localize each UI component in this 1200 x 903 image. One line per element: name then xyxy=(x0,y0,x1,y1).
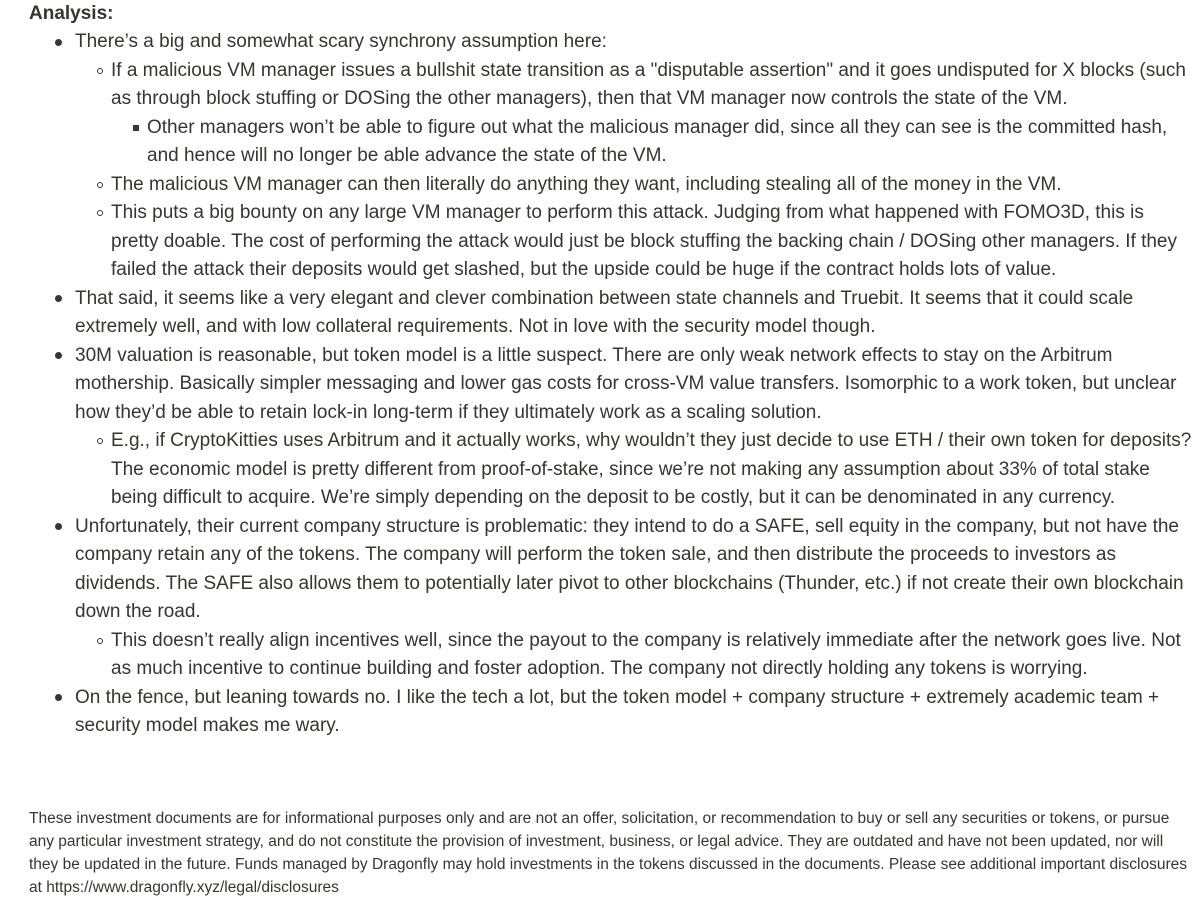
hollow-bullet-icon xyxy=(93,427,107,456)
sub-list xyxy=(75,627,1194,684)
list-item xyxy=(29,513,1194,684)
section-heading: Analysis: xyxy=(29,3,114,24)
list-item xyxy=(75,627,1194,684)
list-item-text: The malicious VM manager can then literally do anything they want, including stealing all of the money in the VM. xyxy=(111,173,1062,195)
list-item-text: E.g., if CryptoKitties uses Arbitrum and it actually works, why wouldn’t they just decide to use ETH / their own token for deposits? The economic model is pretty different from proof-of-stake, since we’re not making any assumption about 33% of total stake being difficult to acquire. We’re simply depending on the deposit to be costly, but it can be denominated in any currency. xyxy=(111,430,1192,508)
list-item-text: On the fence, but leaning towards no. I like the tech a lot, but the token model + company structure + extremely academic team + security model makes me wary. xyxy=(75,686,1160,736)
sub-list xyxy=(75,57,1194,285)
list-item-text: Unfortunately, their current company structure is problematic: they intend to do a SAFE, sell equity in the company, but not have the company retain any of the tokens. The company will perform the token sale, and then distribute the proceeds to investors as dividends. The SAFE also allows them to potentially later pivot to other blockchains (Thunder, etc.) if not create their own blockchain down the road. xyxy=(75,515,1184,622)
sub-sub-list xyxy=(111,114,1194,171)
bullet-icon xyxy=(51,513,65,542)
list-item xyxy=(75,199,1194,285)
hollow-bullet-icon xyxy=(93,171,107,200)
list-item xyxy=(75,171,1194,200)
square-bullet-icon xyxy=(129,114,143,143)
sub-list xyxy=(75,427,1194,513)
list-item-text: 30M valuation is reasonable, but token model is a little suspect. There are only weak network effects to stay on the Arbitrum mothership. Basically simpler messaging and lower gas costs for cross-VM value transfers. Isomorphic to a work token, but unclear how they’d be able to retain lock-in long-term if they ultimately work as a scaling solution. xyxy=(75,344,1177,423)
disclaimer: These investment documents are for informational purposes only and are not an offer, solicitation, or recommendation to buy or sell any securities or tokens, or pursue any particular investment strategy, and do not constitute the provision of investment, business, or legal advice. They are outdated and have not been updated, nor will they be updated in the future. Funds managed by Dragonfly may hold investments in the tokens discussed in the documents. Please see additional important disclosures at https://www.dragonfly.xyz/legal/disclosures xyxy=(29,809,1188,897)
list-item xyxy=(75,427,1194,513)
list-item xyxy=(29,285,1194,342)
list-item-text: There’s a big and somewhat scary synchrony assumption here: xyxy=(75,31,607,52)
list-item-text: This puts a big bounty on any large VM manager to perform this attack. Judging from what happened with FOMO3D, this is pretty doable. The cost of performing the attack would just be block stuffing the backing chain / DOSing other managers. If they failed the attack their deposits would get slashed, but the upside could be huge if the contract holds lots of value. xyxy=(111,202,1178,280)
list-item-text: Other managers won’t be able to figure out what the malicious manager did, since all they can see is the committed hash, and hence will no longer be able advance the state of the VM. xyxy=(147,116,1168,166)
list-item-text: That said, it seems like a very elegant and clever combination between state channels and Truebit. It seems that it could scale extremely well, and with low collateral requirements. Not in love with the security model though. xyxy=(75,287,1134,337)
bullet-icon xyxy=(51,28,65,57)
list-item-text: If a malicious VM manager issues a bullshit state transition as a "disputable assertion" and it goes undisputed for X blocks (such as through block stuffing or DOSing the other managers), then that VM manager now controls the state of the VM. xyxy=(111,59,1186,109)
list-item xyxy=(29,28,1194,285)
list-item xyxy=(75,57,1194,171)
hollow-bullet-icon xyxy=(93,627,107,656)
list-item-text: This doesn’t really align incentives well, since the payout to the company is relatively immediate after the network goes live. Not as much incentive to continue building and foster adoption. The company not directly holding any tokens is worrying. xyxy=(111,629,1181,679)
analysis-section xyxy=(29,0,1194,741)
hollow-bullet-icon xyxy=(93,199,107,228)
list-item xyxy=(29,684,1194,741)
bullet-icon xyxy=(51,684,65,713)
bullet-icon xyxy=(51,285,65,314)
list-item xyxy=(111,114,1194,171)
analysis-list xyxy=(29,28,1194,741)
bullet-icon xyxy=(51,342,65,371)
list-item xyxy=(29,342,1194,513)
hollow-bullet-icon xyxy=(93,57,107,86)
